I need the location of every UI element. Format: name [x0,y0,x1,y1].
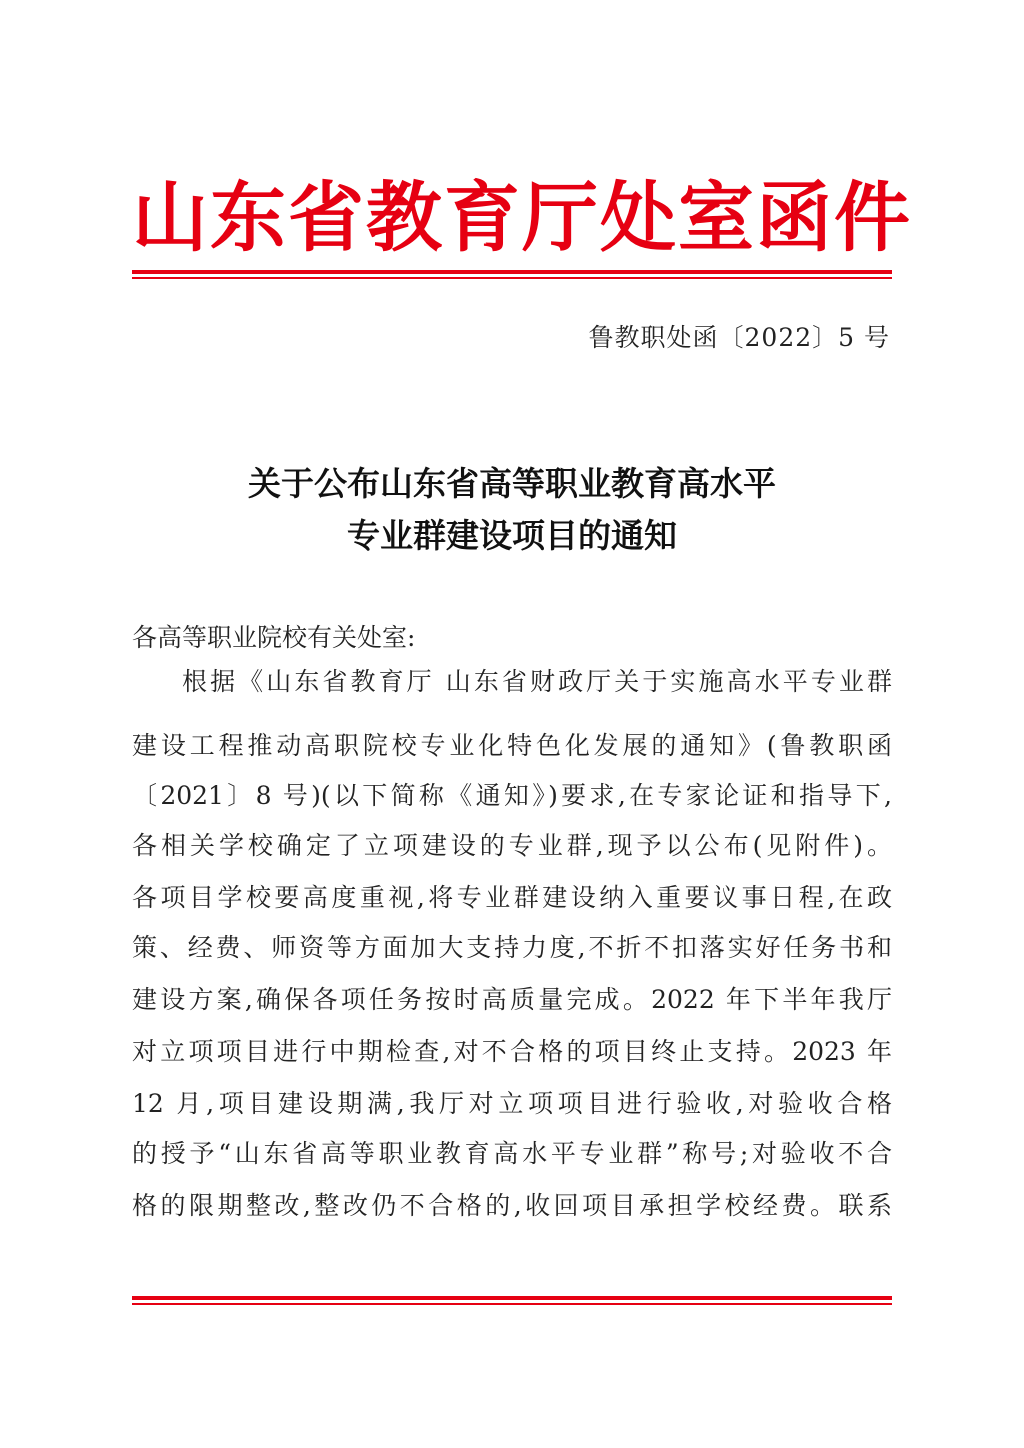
document-number: 鲁教职处函〔2022〕5 号 [588,323,890,352]
notice-title [132,458,892,562]
body-line: 12 月,项目建设期满,我厅对立项项目进行验收,对验收合格 [132,1089,892,1118]
body-line: 各项目学校要高度重视,将专业群建设纳入重要议事日程,在政 [132,883,892,912]
masthead-red-rule [132,270,892,279]
masthead-title: 山东省教育厅处室函件 [132,173,912,262]
footer-red-rule [132,1296,892,1305]
notice-title-line-2: 专业群建设项目的通知 [347,516,677,555]
body-line: 策、经费、师资等方面加大支持力度,不折不扣落实好任务书和 [132,933,892,962]
body-line: 建设工程推动高职院校专业化特色化发展的通知》(鲁教职函 [132,731,892,760]
body-line: 建设方案,确保各项任务按时高质量完成。2022 年下半年我厅 [132,985,892,1014]
body-line: 〔2021〕8 号)(以下简称《通知》)要求,在专家论证和指导下, [132,781,892,810]
salutation: 各高等职业院校有关处室: [132,623,416,652]
body-line: 格的限期整改,整改仍不合格的,收回项目承担学校经费。联系 [132,1191,892,1220]
body-line: 对立项项目进行中期检查,对不合格的项目终止支持。2023 年 [132,1037,892,1066]
body-line: 的授予“山东省高等职业教育高水平专业群”称号;对验收不合 [132,1139,892,1168]
body-line: 根据《山东省教育厅 山东省财政厅关于实施高水平专业群 [182,667,892,696]
notice-title-line-1: 关于公布山东省高等职业教育高水平 [248,464,776,503]
body-line: 各相关学校确定了立项建设的专业群,现予以公布(见附件)。 [132,831,892,860]
